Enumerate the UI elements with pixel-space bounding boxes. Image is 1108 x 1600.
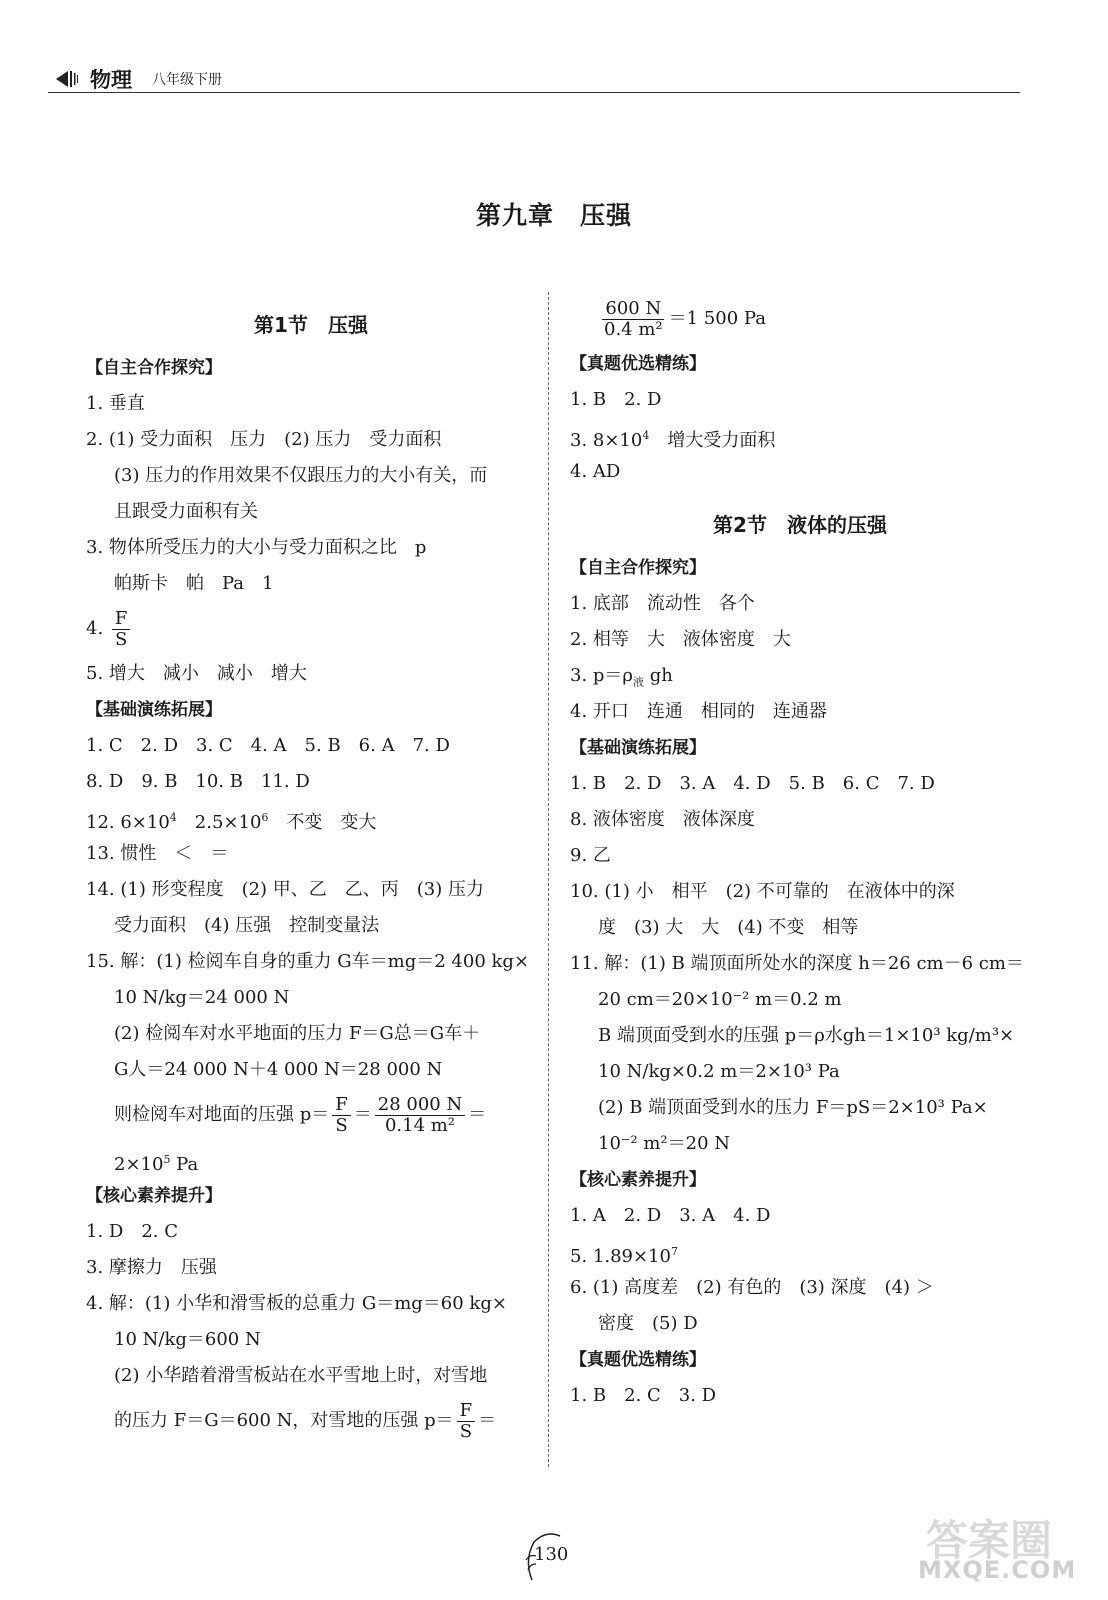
fraction-denominator: S bbox=[115, 628, 128, 650]
exponent: 4 bbox=[642, 429, 650, 442]
fraction bbox=[375, 1095, 465, 1136]
heading-box: 【核心素养提升】 bbox=[570, 1170, 706, 1190]
answer-line: (2) 小华踏着滑雪板站在水平雪地上时，对雪地 bbox=[114, 1365, 488, 1386]
exponent: 7 bbox=[670, 1245, 678, 1258]
fraction bbox=[112, 609, 131, 650]
text: 不变 变大 bbox=[268, 812, 377, 833]
heading-box: 【核心素养提升】 bbox=[86, 1186, 222, 1206]
answer-line: 8. D 9. B 10. B 11. D bbox=[86, 771, 310, 792]
header-grade: 八年级下册 bbox=[152, 72, 222, 88]
answer-line: 度 (3) 大 大 (4) 不变 相等 bbox=[598, 917, 859, 938]
answer-line: 9. 乙 bbox=[570, 845, 611, 866]
fraction-denominator: S bbox=[335, 1114, 348, 1136]
answer-line: 2. 相等 大 液体密度 大 bbox=[570, 629, 791, 650]
section-title-2: 第2节 液体的压强 bbox=[713, 513, 887, 537]
answer-line: (2) B 端顶面受到水的压力 F＝pS＝2×10³ Pa× bbox=[598, 1097, 988, 1118]
exponent: 6 bbox=[261, 811, 269, 824]
answer-line: B 端顶面受到水的压强 p＝ρ水gh＝1×10³ kg/m³× bbox=[598, 1025, 1015, 1046]
fraction-denominator: 0.14 m² bbox=[384, 1114, 456, 1136]
text: ＝1 500 Pa bbox=[668, 308, 766, 329]
answer-line bbox=[86, 1394, 536, 1448]
fraction bbox=[332, 1095, 351, 1136]
answer-line: 3. 摩擦力 压强 bbox=[86, 1257, 217, 1278]
answer-line: 帕斯卡 帕 Pa 1 bbox=[114, 573, 274, 594]
text: 3. 8×10 bbox=[570, 430, 643, 451]
answer-line: 1. B 2. D 3. A 4. D 5. B 6. C 7. D bbox=[570, 773, 935, 794]
answer-line: 6. (1) 高度差 (2) 有色的 (3) 深度 (4) ＞ bbox=[570, 1277, 934, 1298]
left-column bbox=[86, 290, 536, 1448]
answer-line bbox=[86, 602, 536, 656]
page-header bbox=[48, 62, 1020, 94]
fraction-numerator: F bbox=[457, 1401, 476, 1422]
text: 2×10 bbox=[114, 1154, 164, 1175]
right-column bbox=[570, 292, 1030, 1414]
answer-line: 1. C 2. D 3. C 4. A 5. B 6. A 7. D bbox=[86, 735, 450, 756]
answer-line: 1. D 2. C bbox=[86, 1221, 178, 1242]
answer-line: 10⁻² m²＝20 N bbox=[598, 1133, 731, 1154]
watermark-url: MXQE.COM bbox=[918, 1556, 1077, 1584]
text: 2.5×10 bbox=[176, 812, 262, 833]
watermark bbox=[918, 1508, 1088, 1590]
answer-line: 10 N/kg＝24 000 N bbox=[114, 987, 290, 1008]
text: Pa bbox=[170, 1154, 199, 1175]
text: ＝ bbox=[468, 1104, 487, 1125]
answer-line: 10 N/kg＝600 N bbox=[114, 1329, 261, 1350]
answer-line bbox=[86, 800, 536, 836]
answer-line bbox=[570, 658, 1030, 694]
text: 12. 6×10 bbox=[86, 812, 170, 833]
answer-line: 5. 增大 减小 减小 增大 bbox=[86, 663, 307, 684]
answer-line bbox=[86, 1088, 536, 1142]
answer-line: 密度 (5) D bbox=[598, 1313, 698, 1334]
header-logo-icon bbox=[54, 68, 82, 90]
text: 则检阅车对地面的压强 p＝ bbox=[114, 1104, 330, 1125]
exponent: 4 bbox=[169, 811, 177, 824]
fraction-numerator: 600 N bbox=[602, 299, 664, 320]
header-subject: 物理 bbox=[90, 68, 132, 92]
answer-line: 10 N/kg×0.2 m＝2×10³ Pa bbox=[598, 1061, 840, 1082]
answer-line bbox=[570, 292, 1030, 346]
answer-line: 8. 液体密度 液体深度 bbox=[570, 809, 755, 830]
answer-line: 1. B 2. D bbox=[570, 389, 662, 410]
answer-line bbox=[86, 1142, 536, 1178]
text: 5. 1.89×10 bbox=[570, 1246, 671, 1267]
subscript: 液 bbox=[633, 675, 644, 689]
page-number-text: 130 bbox=[534, 1544, 569, 1565]
answer-line bbox=[570, 1234, 1030, 1270]
answer-line bbox=[570, 418, 1030, 454]
answer-line: 14. (1) 形变程度 (2) 甲、乙 乙、丙 (3) 压力 bbox=[86, 879, 485, 900]
answer-line: (3) 压力的作用效果不仅跟压力的大小有关，而 bbox=[114, 465, 488, 486]
heading-box: 【基础演练拓展】 bbox=[86, 700, 222, 720]
heading-box: 【基础演练拓展】 bbox=[570, 738, 706, 758]
heading-box: 【自主合作探究】 bbox=[570, 558, 706, 578]
answer-line: 10. (1) 小 相平 (2) 不可靠的 在液体中的深 bbox=[570, 881, 955, 902]
answer-line: 1. A 2. D 3. A 4. D bbox=[570, 1205, 771, 1226]
heading-box: 【自主合作探究】 bbox=[86, 358, 222, 378]
answer-line: 15. 解：(1) 检阅车自身的重力 G车＝mg＝2 400 kg× bbox=[86, 951, 530, 972]
text: ＝ bbox=[478, 1410, 497, 1431]
section-title-1: 第1节 压强 bbox=[254, 313, 368, 337]
chapter-title: 第九章 压强 bbox=[475, 201, 632, 230]
text: 的压力 F＝G＝600 N，对雪地的压强 p＝ bbox=[114, 1410, 454, 1431]
answer-line: 4. 解：(1) 小华和滑雪板的总重力 G＝mg＝60 kg× bbox=[86, 1293, 507, 1314]
item-number: 4. bbox=[86, 618, 104, 639]
answer-line: 11. 解：(1) B 端顶面所处水的深度 h＝26 cm－6 cm＝ bbox=[570, 953, 1024, 974]
answer-line: 1. 垂直 bbox=[86, 393, 145, 414]
watermark-logo: 答案圈 bbox=[926, 1516, 1053, 1565]
fraction-denominator: S bbox=[459, 1420, 473, 1442]
heading-box: 【真题优选精练】 bbox=[570, 1350, 706, 1370]
fraction bbox=[601, 299, 666, 340]
answer-line: 4. AD bbox=[570, 461, 621, 482]
fraction-numerator: 28 000 N bbox=[375, 1095, 465, 1116]
text: gh bbox=[644, 665, 673, 686]
answer-line: 3. 物体所受压力的大小与受力面积之比 p bbox=[86, 537, 427, 558]
answer-line: 且跟受力面积有关 bbox=[114, 501, 258, 522]
column-divider bbox=[548, 292, 549, 1467]
answer-line: (2) 检阅车对水平地面的压力 F＝G总＝G车＋ bbox=[114, 1023, 481, 1044]
answer-line: 1. B 2. C 3. D bbox=[570, 1385, 717, 1406]
fraction bbox=[457, 1401, 476, 1442]
fraction-numerator: F bbox=[332, 1095, 351, 1116]
header-rule bbox=[48, 92, 1020, 93]
answer-line: 2. (1) 受力面积 压力 (2) 压力 受力面积 bbox=[86, 429, 442, 450]
answer-line: 1. 底部 流动性 各个 bbox=[570, 593, 755, 614]
exponent: 5 bbox=[163, 1153, 171, 1166]
answer-line: 4. 开口 连通 相同的 连通器 bbox=[570, 701, 827, 722]
answer-line: G人＝24 000 N＋4 000 N＝28 000 N bbox=[114, 1059, 443, 1080]
text: ＝ bbox=[353, 1104, 372, 1125]
heading-box: 【真题优选精练】 bbox=[570, 354, 706, 374]
text: 3. p＝ρ bbox=[570, 665, 633, 686]
page-number bbox=[520, 1530, 590, 1590]
fraction-numerator: F bbox=[112, 609, 131, 630]
fraction-denominator: 0.4 m² bbox=[604, 318, 663, 340]
answer-line: 20 cm＝20×10⁻² m＝0.2 m bbox=[598, 989, 842, 1010]
text: 增大受力面积 bbox=[649, 430, 776, 451]
answer-line: 13. 惯性 ＜ ＝ bbox=[86, 843, 229, 864]
answer-line: 受力面积 (4) 压强 控制变量法 bbox=[114, 915, 380, 936]
